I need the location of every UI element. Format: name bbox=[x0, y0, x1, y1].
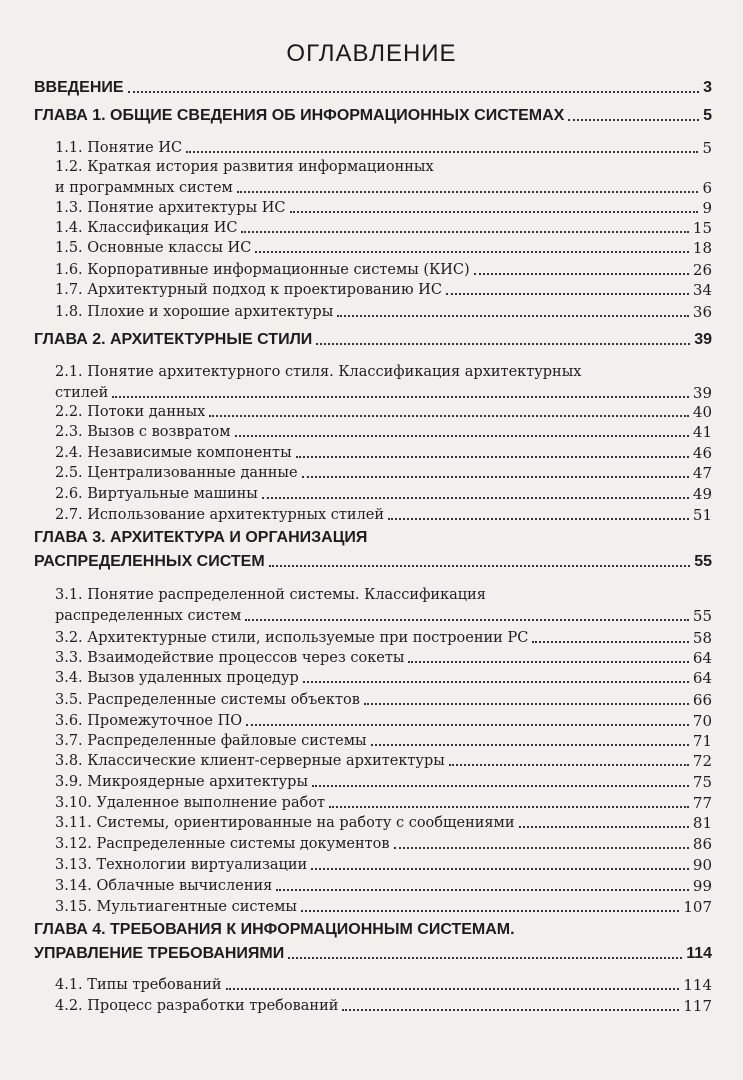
toc-page-number: 15 bbox=[692, 219, 712, 237]
toc-entry-label: РАСПРЕДЕЛЕННЫХ СИСТЕМ bbox=[34, 553, 265, 570]
toc-section-entry bbox=[55, 484, 712, 504]
toc-page-number: 34 bbox=[692, 281, 712, 299]
toc-page-number: 86 bbox=[692, 835, 712, 853]
dot-leader bbox=[290, 211, 699, 213]
toc-section-entry bbox=[55, 855, 712, 875]
dot-leader bbox=[446, 293, 689, 295]
toc-section-entry bbox=[55, 138, 712, 158]
toc-page-number: 64 bbox=[692, 649, 712, 667]
toc-page-number: 5 bbox=[702, 139, 712, 157]
toc-section-entry bbox=[55, 813, 712, 833]
toc-section-entry bbox=[55, 648, 712, 668]
toc-entry-label: 2.3. Вызов с возвратом bbox=[55, 424, 231, 440]
toc-entry-label: 1.7. Архитектурный подход к проектированию ИС bbox=[55, 282, 442, 298]
dot-leader bbox=[128, 91, 700, 93]
toc-entry-label-line1: 2.1. Понятие архитектурного стиля. Классификация архитектурных bbox=[55, 364, 582, 380]
toc-section-entry bbox=[55, 731, 712, 751]
dot-leader bbox=[568, 119, 699, 121]
toc-entry-label: и программных систем bbox=[55, 180, 233, 196]
toc-page-number: 70 bbox=[692, 712, 712, 730]
toc-section-entry bbox=[55, 668, 712, 688]
toc-section-entry bbox=[55, 711, 712, 731]
toc-entry-label: 3.9. Микроядерные архитектуры bbox=[55, 774, 309, 790]
dot-leader bbox=[316, 343, 690, 345]
dot-leader bbox=[519, 826, 689, 828]
toc-page-number: 40 bbox=[692, 403, 712, 421]
toc-page-number: 18 bbox=[692, 239, 712, 257]
toc-section-entry bbox=[55, 422, 712, 442]
toc-page-number: 114 bbox=[683, 976, 712, 994]
toc-page-number: 5 bbox=[703, 107, 712, 124]
toc-section-entry bbox=[55, 751, 712, 771]
toc-chapter-entry bbox=[34, 106, 712, 126]
toc-section-entry bbox=[55, 218, 712, 238]
toc-page-number: 117 bbox=[683, 997, 712, 1015]
toc-section-entry bbox=[55, 628, 712, 648]
toc-entry-label: 4.1. Типы требований bbox=[55, 977, 222, 993]
toc-page-number: 58 bbox=[692, 629, 712, 647]
toc-entry-label: 3.14. Облачные вычисления bbox=[55, 878, 273, 894]
dot-leader bbox=[408, 661, 688, 663]
toc-section-entry bbox=[55, 463, 712, 483]
dot-leader bbox=[262, 497, 689, 499]
toc-section-entry bbox=[55, 302, 712, 322]
toc-page-number: 66 bbox=[692, 691, 712, 709]
toc-page-number: 75 bbox=[692, 773, 712, 791]
toc-entry-label: 1.4. Классификация ИС bbox=[55, 220, 238, 236]
dot-leader bbox=[269, 565, 691, 567]
toc-section-entry bbox=[55, 876, 712, 896]
toc-section-entry bbox=[55, 606, 712, 626]
toc-entry-label: ГЛАВА 1. ОБЩИЕ СВЕДЕНИЯ ОБ ИНФОРМАЦИОННЫХ СИСТЕМАХ bbox=[34, 107, 565, 124]
dot-leader bbox=[288, 957, 682, 959]
toc-entry-label: 3.5. Распределенные системы объектов bbox=[55, 692, 360, 708]
toc-page-number: 107 bbox=[683, 898, 712, 916]
toc-page-number: 41 bbox=[692, 423, 712, 441]
dot-leader bbox=[311, 868, 689, 870]
dot-leader bbox=[303, 681, 689, 683]
toc-page-number: 72 bbox=[692, 752, 712, 770]
toc-entry-label: 1.1. Понятие ИС bbox=[55, 140, 183, 156]
dot-leader bbox=[371, 744, 689, 746]
dot-leader bbox=[301, 910, 679, 912]
toc-page-number: 114 bbox=[686, 945, 712, 962]
dot-leader bbox=[246, 724, 689, 726]
toc-entry-label: 2.4. Независимые компоненты bbox=[55, 445, 292, 461]
toc-entry-label: стилей bbox=[55, 385, 109, 401]
toc-entry-label: УПРАВЛЕНИЕ ТРЕБОВАНИЯМИ bbox=[34, 945, 285, 962]
toc-entry-label: 2.5. Централизованные данные bbox=[55, 465, 298, 481]
dot-leader bbox=[302, 476, 689, 478]
dot-leader bbox=[209, 415, 689, 417]
dot-leader bbox=[241, 231, 688, 233]
toc-entry-label: 3.15. Мультиагентные системы bbox=[55, 899, 297, 915]
toc-entry-label: 1.5. Основные классы ИС bbox=[55, 240, 252, 256]
toc-page-number: 51 bbox=[692, 506, 712, 524]
dot-leader bbox=[364, 703, 689, 705]
toc-page-number: 55 bbox=[694, 553, 712, 570]
dot-leader bbox=[296, 456, 689, 458]
toc-section-entry bbox=[55, 198, 712, 218]
dot-leader bbox=[226, 988, 680, 990]
dot-leader bbox=[388, 518, 689, 520]
toc-entry-label: 2.6. Виртуальные машины bbox=[55, 486, 258, 502]
toc-page-number: 49 bbox=[692, 485, 712, 503]
toc-section-entry bbox=[55, 834, 712, 854]
toc-entry-label: 3.6. Промежуточное ПО bbox=[55, 713, 243, 729]
toc-page-number: 77 bbox=[692, 794, 712, 812]
toc-entry-label-line1: ГЛАВА 3. АРХИТЕКТУРА И ОРГАНИЗАЦИЯ bbox=[34, 529, 368, 546]
toc-entry-label: 1.8. Плохие и хорошие архитектуры bbox=[55, 304, 334, 320]
toc-section-entry bbox=[55, 443, 712, 463]
toc-entry-label: 1.6. Корпоративные информационные системы (КИС) bbox=[55, 262, 470, 278]
toc-section-entry bbox=[55, 260, 712, 280]
toc-entry-label: ГЛАВА 2. АРХИТЕКТУРНЫЕ СТИЛИ bbox=[34, 331, 313, 348]
toc-page-number: 39 bbox=[692, 384, 712, 402]
toc-entry-label: 2.2. Потоки данных bbox=[55, 404, 206, 420]
toc-page-number: 47 bbox=[692, 464, 712, 482]
dot-leader bbox=[394, 847, 689, 849]
toc-entry-label: 3.4. Вызов удаленных процедур bbox=[55, 670, 299, 686]
toc-section-entry bbox=[55, 996, 712, 1016]
toc-page-number: 71 bbox=[692, 732, 712, 750]
toc-entry-label: 4.2. Процесс разработки требований bbox=[55, 998, 339, 1014]
toc-section-entry bbox=[55, 280, 712, 300]
toc-page-number: 55 bbox=[692, 607, 712, 625]
toc-section-entry bbox=[55, 975, 712, 995]
toc-chapter-entry bbox=[34, 330, 712, 350]
dot-leader bbox=[342, 1009, 679, 1011]
toc-entry-label: 3.10. Удаленное выполнение работ bbox=[55, 795, 326, 811]
toc-entry-label-line1: 3.1. Понятие распределенной системы. Классификация bbox=[55, 587, 486, 603]
toc-section-entry bbox=[55, 402, 712, 422]
dot-leader bbox=[329, 806, 689, 808]
toc-page-number: 90 bbox=[692, 856, 712, 874]
toc-section-entry bbox=[55, 178, 712, 198]
toc-chapter-entry bbox=[34, 552, 712, 572]
toc-entry-label: 3.13. Технологии виртуализации bbox=[55, 857, 308, 873]
toc-page-number: 3 bbox=[703, 79, 712, 96]
toc-page-number: 64 bbox=[692, 669, 712, 687]
toc-entry-label: 3.12. Распределенные системы документов bbox=[55, 836, 390, 852]
toc-section-entry bbox=[55, 793, 712, 813]
toc-section-entry bbox=[55, 238, 712, 258]
toc-page-number: 36 bbox=[692, 303, 712, 321]
toc-section-entry bbox=[55, 897, 712, 917]
dot-leader bbox=[255, 251, 689, 253]
dot-leader bbox=[449, 764, 689, 766]
toc-page-number: 81 bbox=[692, 814, 712, 832]
toc-entry-label: ВВЕДЕНИЕ bbox=[34, 79, 124, 96]
toc-chapter-entry bbox=[34, 78, 712, 98]
page-title: ОГЛАВЛЕНИЕ bbox=[286, 40, 457, 67]
toc-section-entry bbox=[55, 383, 712, 403]
dot-leader bbox=[186, 151, 698, 153]
dot-leader bbox=[276, 889, 689, 891]
toc-entry-label-line1: 1.2. Краткая история развития информационных bbox=[55, 159, 434, 175]
dot-leader bbox=[235, 435, 689, 437]
dot-leader bbox=[112, 396, 689, 398]
toc-entry-label: 2.7. Использование архитектурных стилей bbox=[55, 507, 385, 523]
toc-page-number: 46 bbox=[692, 444, 712, 462]
dot-leader bbox=[245, 619, 689, 621]
toc-entry-label: 3.7. Распределенные файловые системы bbox=[55, 733, 367, 749]
dot-leader bbox=[532, 641, 689, 643]
toc-section-entry bbox=[55, 772, 712, 792]
toc-entry-label: 1.3. Понятие архитектуры ИС bbox=[55, 200, 286, 216]
toc-page-number: 26 bbox=[692, 261, 712, 279]
toc-chapter-entry bbox=[34, 944, 712, 964]
dot-leader bbox=[474, 273, 689, 275]
toc-page-number: 9 bbox=[702, 199, 712, 217]
toc-entry-label: 3.2. Архитектурные стили, используемые при построении РС bbox=[55, 630, 529, 646]
toc-page-number: 6 bbox=[702, 179, 712, 197]
toc-entry-label: 3.8. Классические клиент-серверные архитектуры bbox=[55, 753, 445, 769]
toc-page-number: 99 bbox=[692, 877, 712, 895]
toc-page-number: 39 bbox=[694, 331, 712, 348]
toc-entry-label: 3.11. Системы, ориентированные на работу с сообщениями bbox=[55, 815, 515, 831]
toc-section-entry bbox=[55, 505, 712, 525]
toc-entry-label-line1: ГЛАВА 4. ТРЕБОВАНИЯ К ИНФОРМАЦИОННЫМ СИСТЕМАМ. bbox=[34, 921, 515, 938]
dot-leader bbox=[312, 785, 689, 787]
toc-section-entry bbox=[55, 690, 712, 710]
dot-leader bbox=[337, 315, 689, 317]
toc-entry-label: 3.3. Взаимодействие процессов через сокеты bbox=[55, 650, 405, 666]
toc-entry-label: распределенных систем bbox=[55, 608, 242, 624]
dot-leader bbox=[237, 191, 699, 193]
